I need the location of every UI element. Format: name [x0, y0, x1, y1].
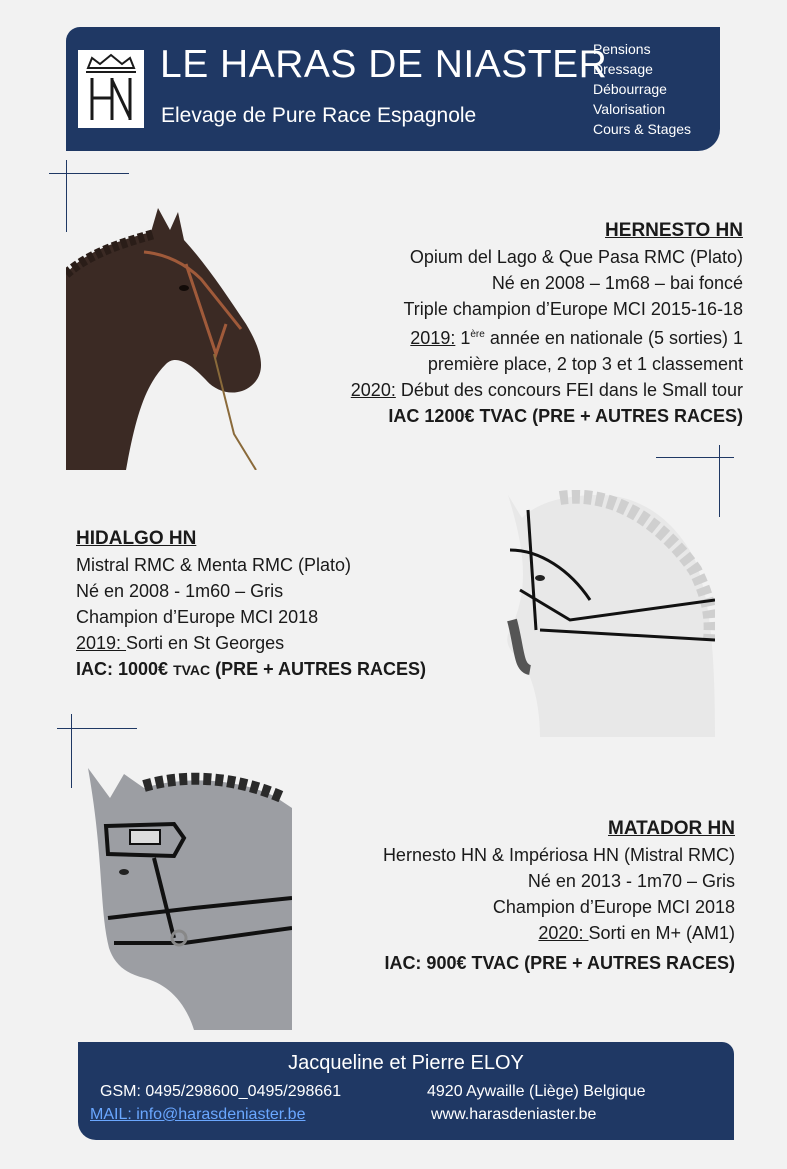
- services-list: [593, 39, 691, 139]
- year-label: 2020:: [538, 923, 589, 943]
- service-item: Valorisation: [593, 101, 666, 117]
- hidalgo-parents: Mistral RMC & Menta RMC (Plato): [76, 555, 352, 575]
- iac-price: IAC: 1000€: [76, 659, 174, 679]
- site-title: LE HARAS DE NIASTER: [160, 43, 608, 86]
- year-label: 2019:: [76, 633, 127, 653]
- decor-line: [71, 714, 72, 788]
- hernesto-born: Né en 2008 – 1m68 – bai foncé: [491, 273, 743, 293]
- hernesto-2020: [290, 377, 743, 403]
- year-text: Début des concours FEI dans le Small tour: [395, 380, 743, 400]
- hidalgo-photo: [500, 490, 715, 737]
- matador-photo: [84, 768, 292, 1030]
- ordinal-sup: ère: [470, 329, 485, 340]
- contact-footer: [78, 1042, 734, 1140]
- hernesto-2019-line2: première place, 2 top 3 et 1 classement: [427, 354, 743, 374]
- haras-logo: [78, 50, 144, 128]
- hernesto-info: [290, 218, 743, 429]
- service-item: Dressage: [593, 61, 653, 77]
- hernesto-name: HERNESTO HN: [605, 220, 743, 241]
- iac-tvac: TVAC: [173, 662, 211, 678]
- hidalgo-title: Champion d’Europe MCI 2018: [76, 607, 319, 627]
- hernesto-2019: [290, 322, 743, 351]
- year-text: Sorti en St Georges: [126, 633, 285, 653]
- year-text: année en nationale (5 sorties) 1: [484, 328, 743, 348]
- year-label: 2020:: [350, 380, 396, 400]
- decor-line: [656, 457, 734, 458]
- year-text: Sorti en M+ (AM1): [588, 923, 735, 943]
- matador-title: Champion d’Europe MCI 2018: [492, 897, 735, 917]
- header-banner: [66, 27, 720, 151]
- hidalgo-iac: [76, 656, 486, 683]
- decor-line: [57, 728, 137, 729]
- iac-races: (PRE + AUTRES RACES): [210, 659, 426, 679]
- decor-line: [49, 173, 129, 174]
- service-item: Débourrage: [593, 81, 667, 97]
- hernesto-parents: Opium del Lago & Que Pasa RMC (Plato): [409, 247, 743, 267]
- hidalgo-born: Né en 2008 - 1m60 – Gris: [76, 581, 284, 601]
- hernesto-title: Triple champion d’Europe MCI 2015-16-18: [403, 299, 743, 319]
- year-label: 2019:: [410, 328, 456, 348]
- owner-names: Jacqueline et Pierre ELOY: [288, 1052, 524, 1074]
- phone-numbers: GSM: 0495/298600_0495/298661: [100, 1083, 342, 1100]
- service-item: Pensions: [593, 41, 651, 57]
- matador-iac: IAC: 900€ TVAC (PRE + AUTRES RACES): [384, 953, 735, 973]
- address: 4920 Aywaille (Liège) Belgique: [427, 1083, 646, 1100]
- service-item: Cours & Stages: [593, 121, 692, 137]
- decor-line: [719, 445, 720, 517]
- hidalgo-name: HIDALGO HN: [76, 528, 197, 549]
- site-subtitle: Elevage de Pure Race Espagnole: [161, 104, 477, 127]
- ordinal: 1: [460, 328, 471, 348]
- matador-2020: [300, 920, 735, 946]
- matador-parents: Hernesto HN & Impériosa HN (Mistral RMC): [382, 845, 735, 865]
- hernesto-photo: [66, 204, 266, 470]
- hidalgo-2019: [76, 630, 486, 656]
- hernesto-iac: IAC 1200€ TVAC (PRE + AUTRES RACES): [388, 406, 743, 426]
- matador-info: [300, 816, 735, 976]
- website-url[interactable]: www.harasdeniaster.be: [431, 1106, 597, 1123]
- email-link[interactable]: MAIL: info@harasdeniaster.be: [90, 1106, 306, 1123]
- hidalgo-info: [76, 526, 486, 683]
- matador-name: MATADOR HN: [608, 818, 735, 839]
- matador-born: Né en 2013 - 1m70 – Gris: [527, 871, 735, 891]
